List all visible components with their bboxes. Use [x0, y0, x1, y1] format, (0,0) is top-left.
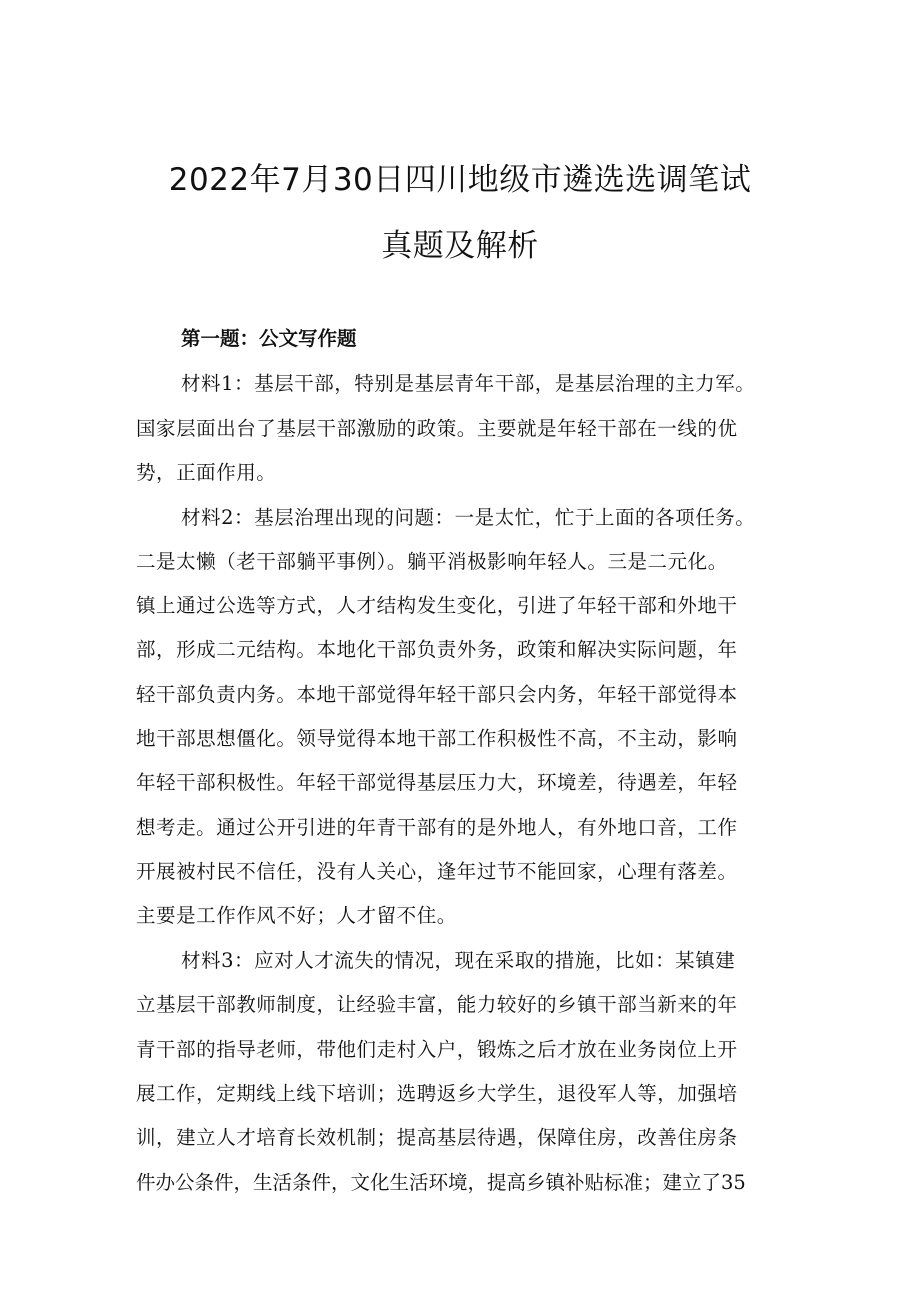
- paragraph-line: 材料2：基层治理出现的问题：一是太忙，忙于上面的各项任务。: [181, 506, 756, 529]
- paragraph-line: 展工作，定期线上线下培训；选聘返乡大学生，退役军人等，加强培: [136, 1082, 738, 1105]
- paragraph-line: 镇上通过公选等方式，人才结构发生变化，引进了年轻干部和外地干: [136, 594, 738, 617]
- document-title-line-1: 2022年7月30日四川地级市遴选选调笔试: [168, 162, 752, 198]
- paragraph-line: 材料3：应对人才流失的情况，现在采取的措施，比如：某镇建: [181, 949, 736, 972]
- paragraph-line: 青干部的指导老师，带他们走村入户，锻炼之后才放在业务岗位上开: [136, 1038, 738, 1061]
- paragraph-line: 主要是工作作风不好；人才留不住。: [136, 904, 457, 927]
- section-heading: 第一题：公文写作题: [181, 327, 357, 350]
- document-title-line-2: 真题及解析: [381, 228, 539, 264]
- paragraph-line: 立基层干部教师制度，让经验丰富，能力较好的乡镇干部当新来的年: [136, 993, 738, 1016]
- paragraph-line: 国家层面出台了基层干部激励的政策。主要就是年轻干部在一线的优: [136, 417, 738, 440]
- paragraph-line: 材料1：基层干部，特别是基层青年干部，是基层治理的主力军。: [181, 372, 756, 395]
- paragraph-line: 想考走。通过公开引进的年青干部有的是外地人，有外地口音，工作: [136, 816, 738, 839]
- paragraph-line: 件办公条件，生活条件，文化生活环境，提高乡镇补贴标准；建立了35: [136, 1171, 746, 1194]
- paragraph-line: 训，建立人才培育长效机制；提高基层待遇，保障住房，改善住房条: [136, 1126, 738, 1149]
- paragraph-line: 势，正面作用。: [136, 461, 277, 484]
- paragraph-line: 年轻干部积极性。年轻干部觉得基层压力大，环境差，待遇差，年轻: [136, 771, 738, 794]
- paragraph-line: 部，形成二元结构。本地化干部负责外务，政策和解决实际问题，年: [136, 638, 738, 661]
- paragraph-line: 地干部思想僵化。领导觉得本地干部工作积极性不高，不主动，影响: [136, 727, 738, 750]
- paragraph-line: 轻干部负责内务。本地干部觉得年轻干部只会内务，年轻干部觉得本: [136, 683, 738, 706]
- paragraph-line: 开展被村民不信任，没有人关心，逢年过节不能回家，心理有落差。: [136, 860, 738, 883]
- paragraph-line: 二是太懒（老干部躺平事例）。躺平消极影响年轻人。三是二元化。: [136, 550, 728, 573]
